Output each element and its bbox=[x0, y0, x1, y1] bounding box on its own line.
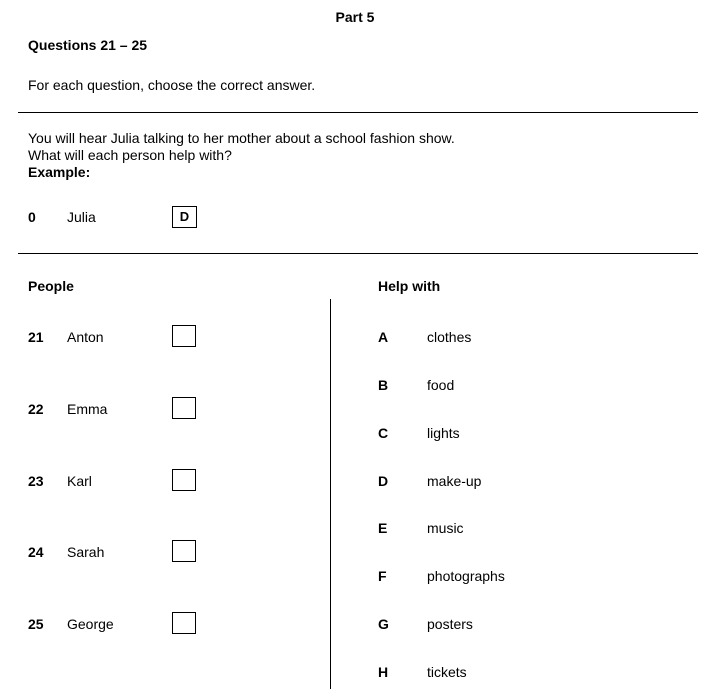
option-letter: A bbox=[378, 329, 389, 345]
example-number: 0 bbox=[28, 209, 36, 225]
question-number: 21 bbox=[28, 329, 44, 345]
part-title: Part 5 bbox=[335, 9, 375, 25]
people-heading: People bbox=[28, 278, 74, 294]
option-text: food bbox=[427, 377, 455, 393]
option-a bbox=[0, 329, 710, 353]
option-text: make-up bbox=[427, 473, 482, 489]
intro-line-1: You will hear Julia talking to her mother about a school fashion show. bbox=[28, 130, 455, 146]
option-text: tickets bbox=[427, 664, 467, 680]
option-text: lights bbox=[427, 425, 460, 441]
question-number: 22 bbox=[28, 401, 44, 417]
instruction-text: For each question, choose the correct answer. bbox=[28, 77, 316, 93]
intro-block bbox=[28, 130, 455, 181]
option-f bbox=[0, 568, 710, 592]
option-text: clothes bbox=[427, 329, 472, 345]
question-number: 25 bbox=[28, 616, 44, 632]
example-answer-box: D bbox=[172, 206, 197, 228]
help-with-heading: Help with bbox=[378, 278, 441, 294]
question-number: 23 bbox=[28, 473, 44, 489]
option-h bbox=[0, 664, 710, 688]
option-b bbox=[0, 377, 710, 401]
option-letter: C bbox=[378, 425, 389, 441]
intro-line-2: What will each person help with? bbox=[28, 147, 232, 163]
divider-top bbox=[18, 112, 698, 113]
example-label: Example: bbox=[28, 164, 91, 180]
divider-middle bbox=[18, 253, 698, 254]
person-name: Anton bbox=[67, 329, 104, 345]
person-name: George bbox=[67, 616, 114, 632]
option-text: photographs bbox=[427, 568, 505, 584]
option-c bbox=[0, 425, 710, 449]
option-letter: B bbox=[378, 377, 389, 393]
option-letter: G bbox=[378, 616, 389, 632]
person-name: Sarah bbox=[67, 544, 105, 560]
question-number: 24 bbox=[28, 544, 44, 560]
option-letter: H bbox=[378, 664, 389, 680]
person-name: Emma bbox=[67, 401, 108, 417]
option-letter: D bbox=[378, 473, 389, 489]
option-g bbox=[0, 616, 710, 640]
option-text: music bbox=[427, 520, 464, 536]
option-letter: E bbox=[378, 520, 388, 536]
option-d bbox=[0, 473, 710, 497]
option-e bbox=[0, 520, 710, 544]
example-name: Julia bbox=[67, 209, 96, 225]
option-letter: F bbox=[378, 568, 387, 584]
person-name: Karl bbox=[67, 473, 92, 489]
option-text: posters bbox=[427, 616, 473, 632]
questions-heading: Questions 21 – 25 bbox=[28, 37, 148, 53]
